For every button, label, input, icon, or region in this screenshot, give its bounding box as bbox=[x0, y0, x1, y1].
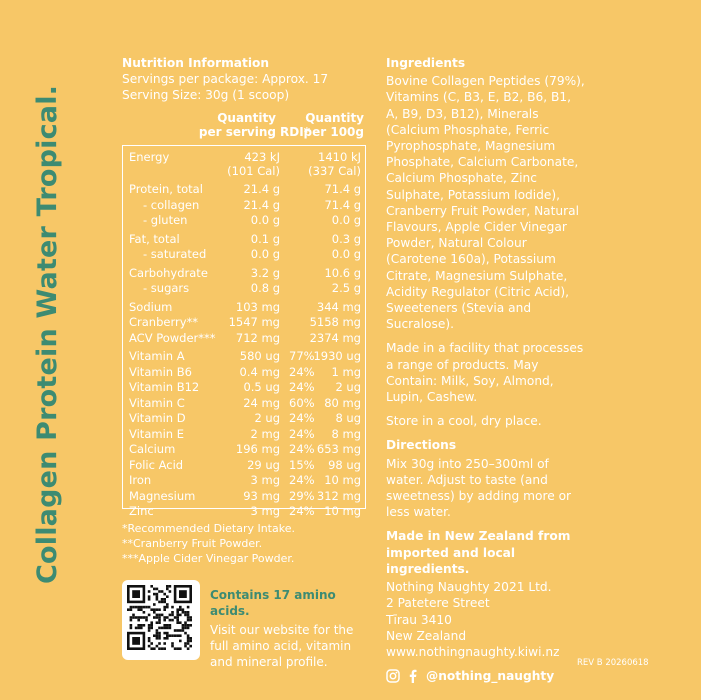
row-name: Vitamin E bbox=[129, 426, 184, 441]
row-name: Iron bbox=[129, 473, 152, 487]
row-per100: 1410 kJ bbox=[318, 150, 361, 164]
social-handle[interactable]: @nothing_naughty bbox=[426, 669, 555, 684]
row-name: - collagen bbox=[143, 197, 200, 212]
row-serving: 0.0 g bbox=[250, 213, 280, 227]
row-serving: 3.2 g bbox=[250, 265, 280, 280]
row-rdi: 24% bbox=[289, 426, 315, 441]
revision-code: REV B 20260618 bbox=[577, 658, 649, 668]
footnote-acv: ***Apple Cider Vinegar Powder. bbox=[122, 552, 295, 565]
row-name: Folic Acid bbox=[129, 457, 184, 472]
table-row bbox=[129, 182, 365, 198]
row-serving: 0.0 g bbox=[250, 247, 280, 261]
storage-text: Store in a cool, dry place. bbox=[386, 414, 542, 429]
row-name: Vitamin C bbox=[129, 395, 185, 410]
row-per100: 653 mg bbox=[316, 442, 361, 456]
row-name: Sodium bbox=[129, 299, 173, 314]
row-per100: 0.3 g bbox=[331, 231, 361, 246]
row-per100: 1 mg bbox=[331, 364, 361, 379]
row-rdi: 24% bbox=[289, 380, 315, 394]
company-address bbox=[386, 579, 586, 660]
directions-text: Mix 30g into 250–300ml of water. Adjust to taste (and sweetness) by adding more or less water. bbox=[386, 456, 572, 520]
row-per100: 0.0 g bbox=[331, 247, 361, 261]
table-row bbox=[129, 365, 365, 381]
row-per100: 312 mg bbox=[316, 488, 361, 503]
row-serving: 196 mg bbox=[235, 442, 280, 456]
table-row bbox=[129, 315, 365, 331]
table-row bbox=[129, 458, 365, 474]
row-name: Energy bbox=[129, 150, 170, 164]
row-per100: 10 mg bbox=[324, 504, 361, 518]
table-row bbox=[129, 300, 365, 316]
row-per100: 71.4 g bbox=[324, 197, 361, 212]
row-per100: 0.0 g bbox=[331, 213, 361, 227]
row-name: Calcium bbox=[129, 442, 176, 456]
table-row bbox=[129, 232, 365, 248]
row-serving: 580 ug bbox=[239, 349, 280, 363]
row-name: Cranberry** bbox=[129, 315, 199, 329]
amino-acids-heading: Contains 17 amino acids. bbox=[210, 588, 336, 618]
row-name: - saturated bbox=[143, 247, 207, 261]
nutrition-table bbox=[122, 145, 366, 518]
row-rdi: 29% bbox=[289, 488, 315, 503]
row-name: - gluten bbox=[143, 213, 188, 227]
company-street: 2 Patetere Street bbox=[386, 596, 490, 611]
row-serving: 21.4 g bbox=[243, 182, 280, 196]
nutrition-rows bbox=[129, 179, 365, 520]
table-row bbox=[129, 349, 365, 365]
nutrition-column-headers bbox=[122, 111, 372, 141]
table-row bbox=[129, 380, 365, 396]
row-serving: 103 mg bbox=[235, 299, 280, 314]
col-rdi: RDI* bbox=[280, 125, 310, 139]
company-website[interactable]: www.nothingnaughty.kiwi.nz bbox=[386, 644, 560, 659]
footnotes bbox=[122, 521, 372, 566]
nutrition-heading: Nutrition Information bbox=[122, 56, 270, 70]
row-per100-cal: (337 Cal) bbox=[308, 164, 361, 178]
row-serving: 0.1 g bbox=[250, 231, 280, 246]
row-name: Fat, total bbox=[129, 231, 180, 246]
row-per100: 10.6 g bbox=[324, 265, 361, 280]
social-handle-row[interactable] bbox=[386, 668, 586, 684]
row-serving: 93 mg bbox=[243, 488, 280, 503]
footnote-cranberry: **Cranberry Fruit Powder. bbox=[122, 537, 263, 550]
row-serving: 712 mg bbox=[235, 330, 280, 345]
row-per100: 71.4 g bbox=[324, 182, 361, 196]
nutrition-section bbox=[122, 55, 372, 566]
table-row bbox=[129, 213, 365, 229]
ingredients-heading: Ingredients bbox=[386, 56, 466, 70]
table-row bbox=[129, 489, 365, 505]
col-serving-l2: per serving bbox=[198, 125, 276, 139]
row-serving: 2 ug bbox=[254, 411, 280, 425]
row-name: Vitamin D bbox=[129, 411, 186, 425]
table-row bbox=[129, 442, 365, 458]
row-name: - sugars bbox=[143, 281, 190, 295]
row-serving: 0.4 mg bbox=[239, 364, 280, 379]
col-100g-l1: Quantity bbox=[305, 111, 364, 125]
row-per100: 8 mg bbox=[331, 426, 361, 441]
row-serving-cal: (101 Cal) bbox=[227, 164, 280, 178]
qr-info bbox=[210, 587, 370, 670]
row-per100: 5158 mg bbox=[309, 315, 361, 329]
row-rdi: 24% bbox=[289, 364, 315, 379]
row-rdi: 60% bbox=[289, 395, 315, 410]
col-serving-l1: Quantity bbox=[217, 111, 276, 125]
row-per100: 80 mg bbox=[324, 395, 361, 410]
row-per100: 2 ug bbox=[335, 380, 361, 394]
row-serving: 3 mg bbox=[250, 504, 280, 518]
table-row-energy bbox=[129, 150, 365, 179]
row-per100: 2.5 g bbox=[331, 281, 361, 295]
row-serving: 423 kJ bbox=[244, 150, 280, 164]
table-row bbox=[129, 266, 365, 282]
row-name: Carbohydrate bbox=[129, 265, 208, 280]
row-per100: 10 mg bbox=[324, 473, 361, 487]
company-country: New Zealand bbox=[386, 628, 467, 643]
row-rdi: 24% bbox=[289, 442, 315, 456]
table-row bbox=[129, 247, 365, 263]
row-name: Zinc bbox=[129, 504, 154, 518]
row-name: Vitamin B12 bbox=[129, 380, 200, 394]
row-rdi: 15% bbox=[289, 457, 315, 472]
serving-size: Serving Size: 30g (1 scoop) bbox=[122, 88, 290, 102]
row-serving: 2 mg bbox=[250, 426, 280, 441]
row-name: Magnesium bbox=[129, 488, 196, 503]
product-title: Collagen Protein Water Tropical. bbox=[32, 84, 63, 584]
row-per100: 2374 mg bbox=[309, 330, 361, 345]
allergen-text: Made in a facility that processes a range of products. May Contain: Milk, Soy, Almond, Lupin, Cashew. bbox=[386, 341, 584, 405]
directions-heading: Directions bbox=[386, 438, 457, 453]
company-name: Nothing Naughty 2021 Ltd. bbox=[386, 580, 552, 595]
row-name: Vitamin A bbox=[129, 349, 185, 363]
qr-code-graphic bbox=[127, 585, 195, 655]
row-rdi: 24% bbox=[289, 504, 315, 518]
row-serving: 3 mg bbox=[250, 473, 280, 487]
row-rdi: 24% bbox=[289, 473, 315, 487]
origin-text: Made in New Zealand from imported and local ingredients. bbox=[386, 529, 571, 576]
ingredients-section bbox=[386, 55, 586, 684]
row-serving: 0.8 g bbox=[250, 281, 280, 295]
row-per100: 98 ug bbox=[328, 457, 361, 472]
table-row bbox=[129, 473, 365, 489]
qr-code[interactable] bbox=[122, 580, 200, 660]
footnote-rdi: *Recommended Dietary Intake. bbox=[122, 522, 295, 535]
amino-acids-text: Visit our website for the full amino acid, vitamin and mineral profile. bbox=[210, 623, 354, 669]
row-per100: 1930 ug bbox=[313, 349, 361, 363]
row-rdi: 24% bbox=[289, 411, 315, 425]
table-row bbox=[129, 427, 365, 443]
row-per100: 8 ug bbox=[335, 411, 361, 425]
row-name: Protein, total bbox=[129, 182, 203, 196]
row-name: ACV Powder*** bbox=[129, 330, 216, 345]
table-row bbox=[129, 504, 365, 520]
row-serving: 0.5 ug bbox=[243, 380, 280, 394]
table-row bbox=[129, 396, 365, 412]
table-row bbox=[129, 331, 365, 347]
table-row bbox=[129, 411, 365, 427]
row-serving: 29 ug bbox=[247, 457, 280, 472]
row-serving: 21.4 g bbox=[243, 197, 280, 212]
row-name: Vitamin B6 bbox=[129, 364, 192, 379]
row-per100: 344 mg bbox=[316, 299, 361, 314]
col-100g-l2: per 100g bbox=[303, 125, 364, 139]
instagram-icon[interactable] bbox=[386, 669, 400, 683]
row-serving: 1547 mg bbox=[228, 315, 280, 329]
servings-per-package: Servings per package: Approx. 17 bbox=[122, 72, 329, 86]
row-rdi: 77% bbox=[289, 349, 315, 363]
company-town: Tīrau 3410 bbox=[386, 612, 452, 627]
row-serving: 24 mg bbox=[243, 395, 280, 410]
ingredients-text: Bovine Collagen Peptides (79%), Vitamins (C, B3, E, B2, B6, B1, A, B9, D3, B12), Minerals (Calcium Phosphate, Ferric Pyrophosphate, Magnesium Phosphate, Calcium Carbonate, Calcium Phosphate, Zinc Sulphate, Potassium Iodide), Cranberry Fruit Powder, Natural Flavours, Apple Cider Vinegar Powder, Natural Colour (Carotene 160a), Potassium Citrate, Magnesium Sulphate, Acidity Regulator (Citric Acid), Sweeteners (Stevia and Sucralose). bbox=[386, 74, 585, 332]
table-row bbox=[129, 198, 365, 214]
table-row bbox=[129, 281, 365, 297]
facebook-icon[interactable] bbox=[406, 669, 420, 683]
